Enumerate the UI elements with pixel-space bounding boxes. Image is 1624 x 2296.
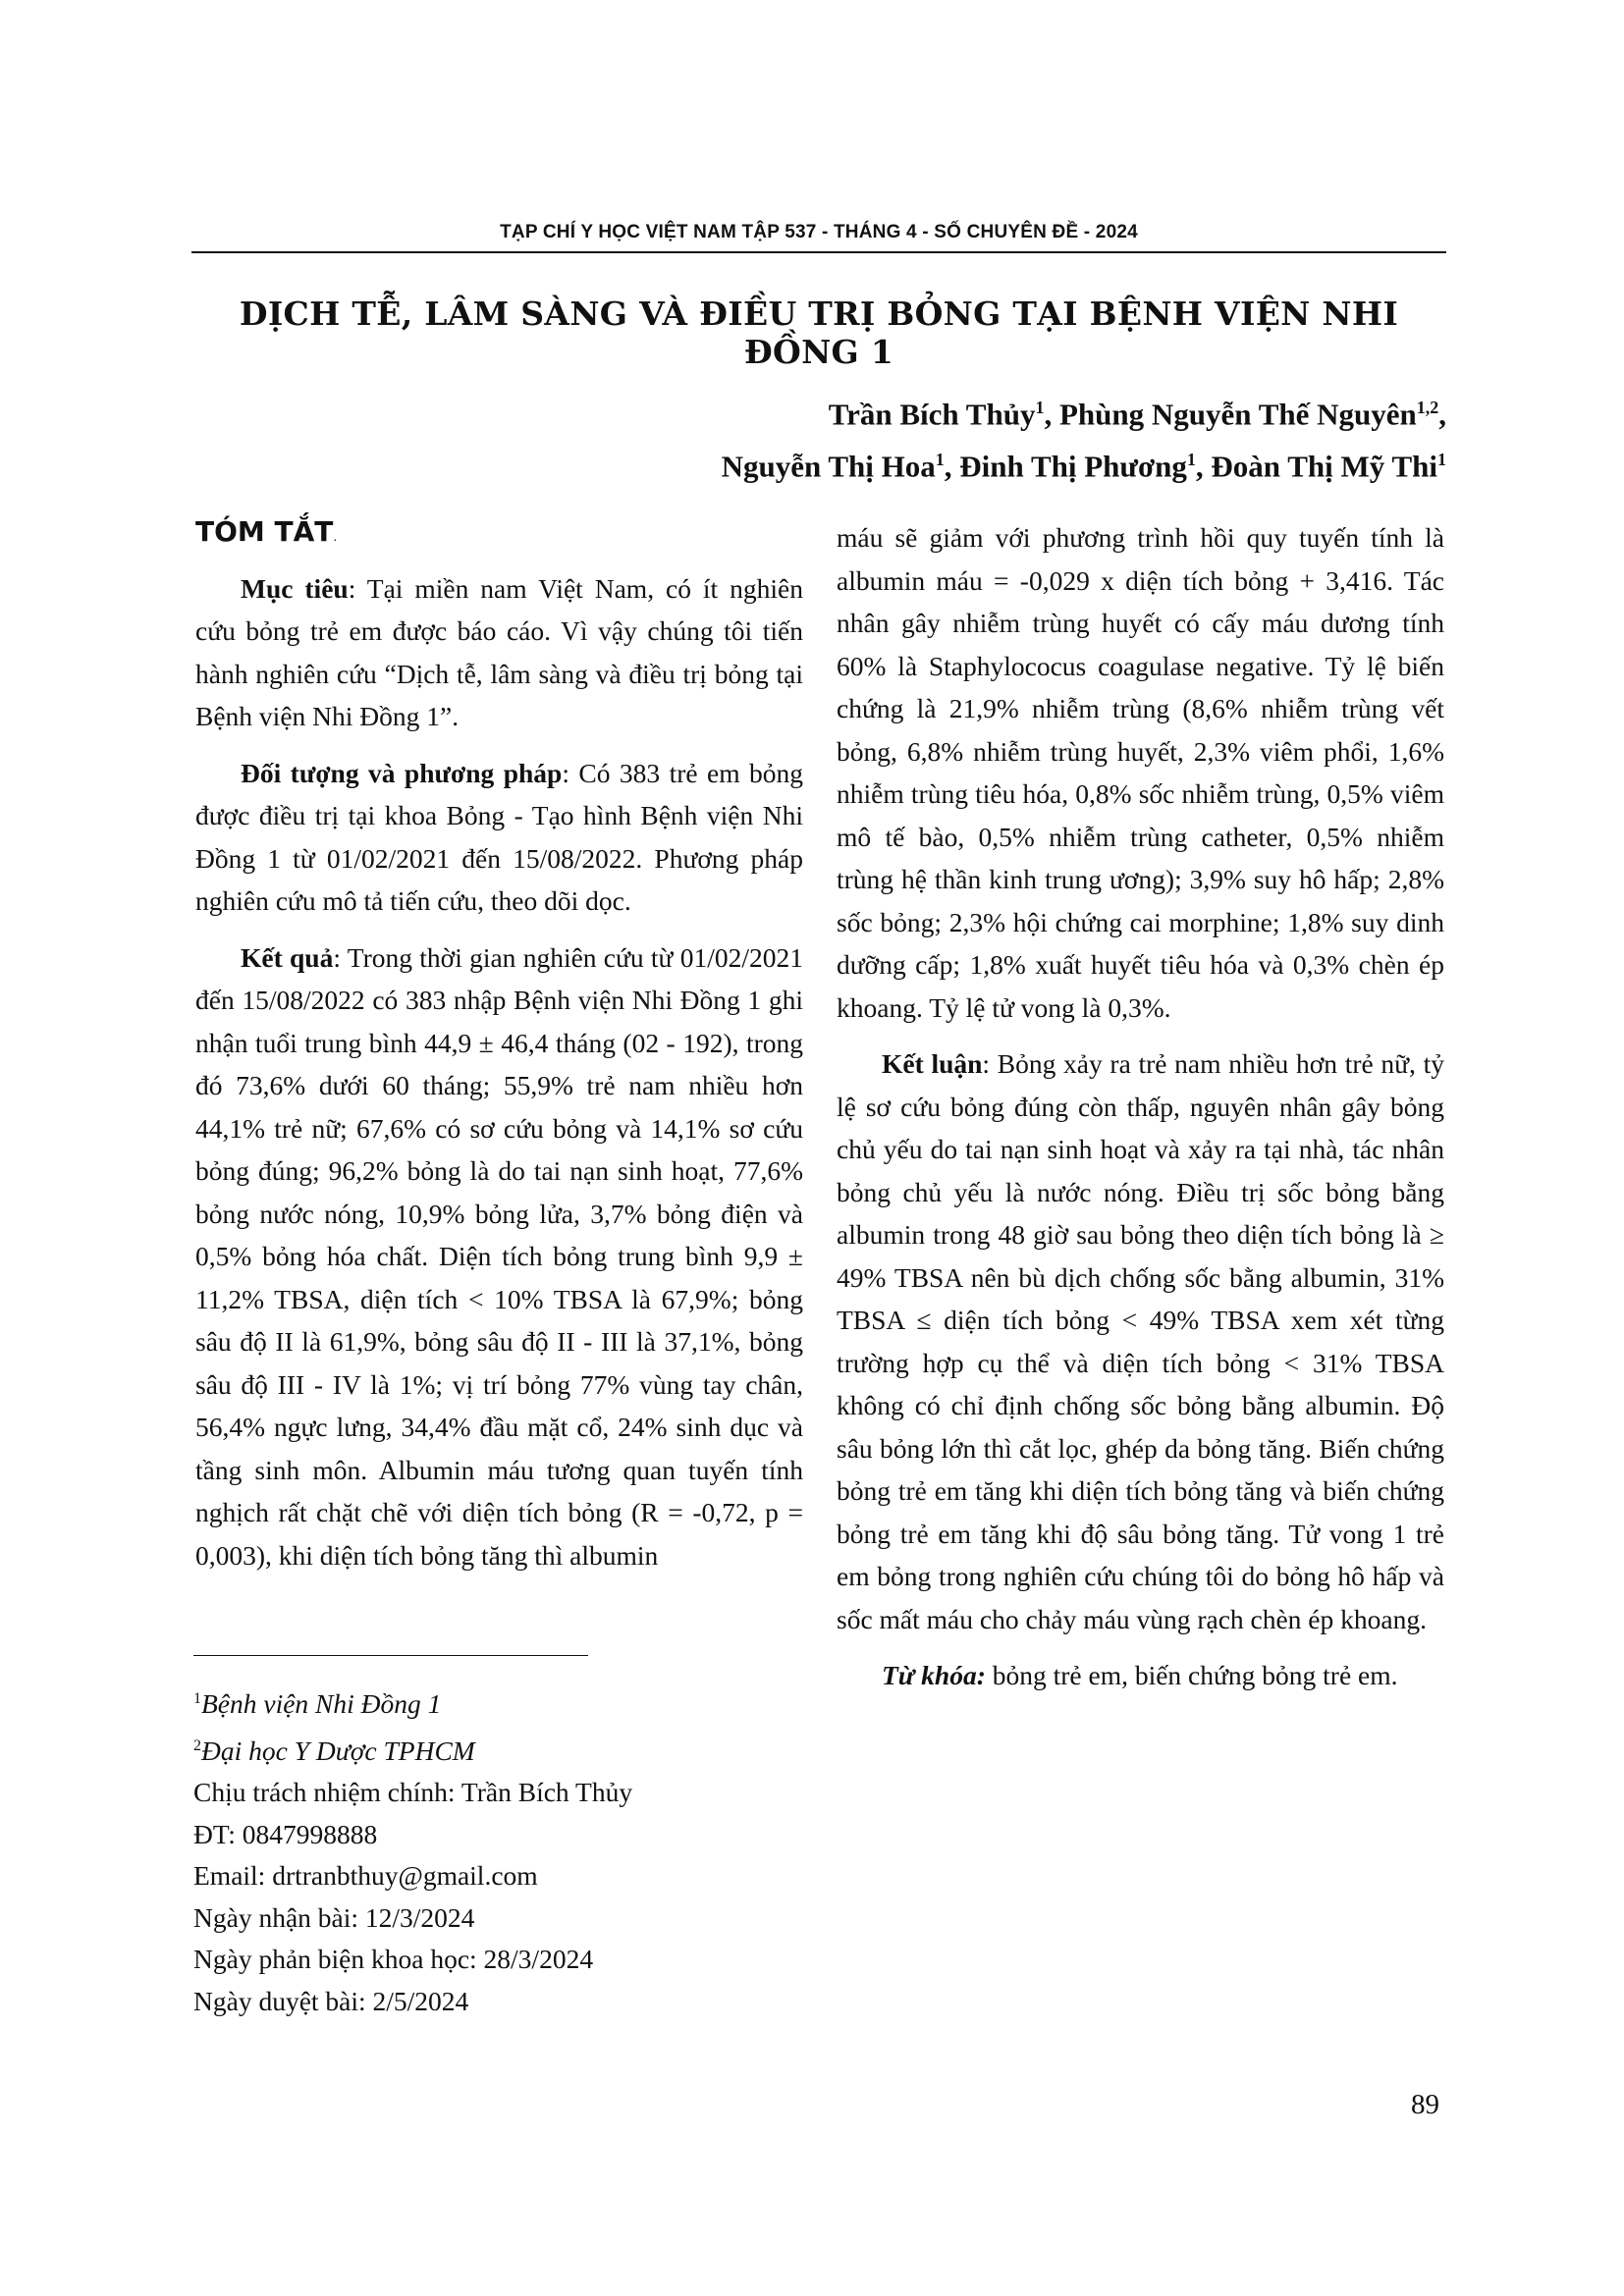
author-affiliation-mark: 1 — [1186, 450, 1196, 470]
objective-label: Mục tiêu — [241, 572, 349, 604]
author-affiliation-mark: 1 — [1437, 450, 1446, 470]
results-paragraph — [195, 936, 803, 1577]
header-rule — [191, 251, 1446, 253]
objective-text: : Tại miền nam Việt Nam, có ít nghiên cứu bỏng trẻ em được báo cáo. Vì vậy chúng tôi tiến hành nghiên cứu “Dịch tễ, lâm sàng và điều trị bỏng tại Bệnh viện Nhi Đồng 1”. — [195, 572, 803, 731]
abstract-heading-text: TÓM TẮT — [195, 515, 334, 548]
page-number: 89 — [1411, 2089, 1439, 2120]
article-title: DỊCH TỄ, LÂM SÀNG VÀ ĐIỀU TRỊ BỎNG TẠI BỆNH VIỆN NHI ĐỒNG 1 — [239, 294, 1399, 371]
author-affiliation-mark: 1,2 — [1416, 398, 1439, 417]
author-name: Trần Bích Thủy — [828, 397, 1036, 432]
author-separator: , — [1044, 397, 1059, 432]
results-continued-paragraph: máu sẽ giảm với phương trình hồi quy tuyến tính là albumin máu = -0,029 x diện tích bỏng + 3,416. Tác nhân gây nhiễm trùng huyết có cấy máu dương tính 60% là Staphylococus coagulase negative. Tỷ lệ biến chứng là 21,9% nhiễm trùng (8,6% nhiễm trùng vết bỏng, 6,8% nhiễm trùng huyết, 2,3% viêm phổi, 1,6% nhiễm trùng tiêu hóa, 0,8% sốc nhiễm trùng, 0,5% viêm mô tế bào, 0,5% nhiễm trùng catheter, 0,5% nhiễm trùng hệ thần kinh trung ương); 3,9% suy hô hấp; 2,8% sốc bỏng; 2,3% hội chứng cai morphine; 1,8% suy dinh dưỡng cấp; 1,8% xuất huyết tiêu hóa và 0,3% chèn ép khoang. Tỷ lệ tử vong là 0,3%. — [837, 522, 1444, 1023]
author-line-2 — [722, 437, 1446, 489]
author-line-1 — [722, 385, 1446, 437]
conclusion-text: : Bỏng xảy ra trẻ nam nhiều hơn trẻ nữ, tỷ lệ sơ cứu bỏng đúng còn thấp, nguyên nhân gây bỏng chủ yếu do tai nạn sinh hoạt và xảy ra tại nhà, tác nhân bỏng chủ yếu là nước nóng. Điều trị sốc bỏng bằng albumin trong 48 giờ sau bỏng theo diện tích bỏng là ≥ 49% TBSA nên bù dịch chống sốc bằng albumin, 31% TBSA ≤ diện tích bỏng < 49% TBSA xem xét từng trường hợp cụ thể và diện tích bỏng < 31% TBSA không có chỉ định chống sốc bỏng bằng albumin. Độ sâu bỏng lớn thì cắt lọc, ghép da bỏng tăng. Biến chứng bỏng trẻ em tăng khi diện tích bỏng tăng và biến chứng bỏng trẻ em tăng khi độ sâu bỏng tăng. Tử vong 1 trẻ em bỏng trong nghiên cứu chúng tôi do bỏng hô hấp và sốc mất máu cho chảy máu vùng rạch chèn ép khoang. — [837, 1048, 1444, 1634]
methods-paragraph — [195, 752, 803, 923]
abstract-heading-mark: . — [333, 530, 338, 544]
author-name: Đinh Thị Phương — [959, 449, 1187, 484]
abstract-heading — [195, 510, 803, 560]
author-name: Đoàn Thị Mỹ Thi — [1211, 449, 1437, 484]
author-list — [722, 385, 1446, 490]
keywords-text: bỏng trẻ em, biến chứng bỏng trẻ em. — [985, 1660, 1398, 1690]
author-separator: , — [1195, 449, 1212, 484]
affiliation-1-mark: 1 — [193, 1690, 201, 1707]
affiliation-2-mark: 2 — [193, 1736, 201, 1754]
results-label: Kết quả — [241, 941, 334, 973]
abstract-right-column — [837, 516, 1444, 1711]
abstract-left-column — [195, 510, 803, 1590]
objective-paragraph — [195, 567, 803, 738]
keywords-paragraph — [837, 1654, 1444, 1697]
received-date: Ngày nhận bài: 12/3/2024 — [193, 1901, 475, 1933]
affiliation-2-text: Đại học Y Dược TPHCM — [201, 1735, 475, 1766]
conclusion-paragraph — [837, 1042, 1444, 1640]
author-separator: , — [944, 449, 960, 484]
author-affiliation-mark: 1 — [1035, 398, 1045, 417]
results-text: : Trong thời gian nghiên cứu từ 01/02/2021 đến 15/08/2022 có 383 nhập Bệnh viện Nhi Đồng 1 ghi nhận tuổi trung bình 44,9 ± 46,4 tháng (02 - 192), trong đó 73,6% dưới 60 tháng; 55,9% trẻ nam nhiều hơn 44,1% trẻ nữ; 67,6% có sơ cứu bỏng và 14,1% sơ cứu bỏng đúng; 96,2% bỏng là do tai nạn sinh hoạt, 77,6% bỏng nước nóng, 10,9% bỏng lửa, 3,7% bỏng điện và 0,5% bỏng hóa chất. Diện tích bỏng trung bình 9,9 ± 11,2% TBSA, diện tích < 10% TBSA là 67,9%; bỏng sâu độ II là 61,9%, bỏng sâu độ II - III là 37,1%, bỏng sâu độ III - IV là 1%; vị trí bỏng 77% vùng tay chân, 56,4% ngực lưng, 34,4% đầu mặt cổ, 24% sinh dục và tầng sinh môn. Albumin máu tương quan tuyến tính nghịch rất chặt chẽ với diện tích bỏng (R = -0,72, p = 0,003), khi diện tích bỏng tăng thì albumin — [195, 941, 803, 1571]
author-separator: , — [1438, 397, 1446, 432]
methods-label: Đối tượng và phương pháp — [241, 757, 563, 788]
corresponding-author: Chịu trách nhiệm chính: Trần Bích Thủy — [193, 1777, 633, 1808]
author-name: Phùng Nguyễn Thế Nguyên — [1058, 397, 1417, 432]
email: Email: drtranbthuy@gmail.com — [193, 1860, 538, 1892]
methods-text: : Có 383 trẻ em bỏng được điều trị tại khoa Bỏng - Tạo hình Bệnh viện Nhi Đồng 1 từ 01/02/2021 đến 15/08/2022. Phương pháp nghiên cứu mô tả tiến cứu, theo dõi dọc. — [195, 757, 803, 916]
phone: ĐT: 0847998888 — [193, 1818, 378, 1849]
running-header: TẠP CHÍ Y HỌC VIỆT NAM TẬP 537 - THÁNG 4 - SỐ CHUYÊN ĐỀ - 2024 — [500, 222, 1138, 242]
footnotes — [193, 1679, 802, 2022]
conclusion-label: Kết luận — [882, 1048, 983, 1079]
keywords-label: Từ khóa: — [882, 1660, 986, 1690]
footnote-rule — [193, 1655, 588, 1656]
affiliation-2 — [193, 1726, 802, 1773]
affiliation-1 — [193, 1679, 802, 1726]
author-affiliation-mark: 1 — [935, 450, 945, 470]
author-name: Nguyễn Thị Hoa — [721, 449, 936, 484]
review-date: Ngày phản biện khoa học: 28/3/2024 — [193, 1944, 594, 1975]
accepted-date: Ngày duyệt bài: 2/5/2024 — [193, 1985, 469, 2016]
affiliation-1-text: Bệnh viện Nhi Đồng 1 — [201, 1688, 442, 1720]
